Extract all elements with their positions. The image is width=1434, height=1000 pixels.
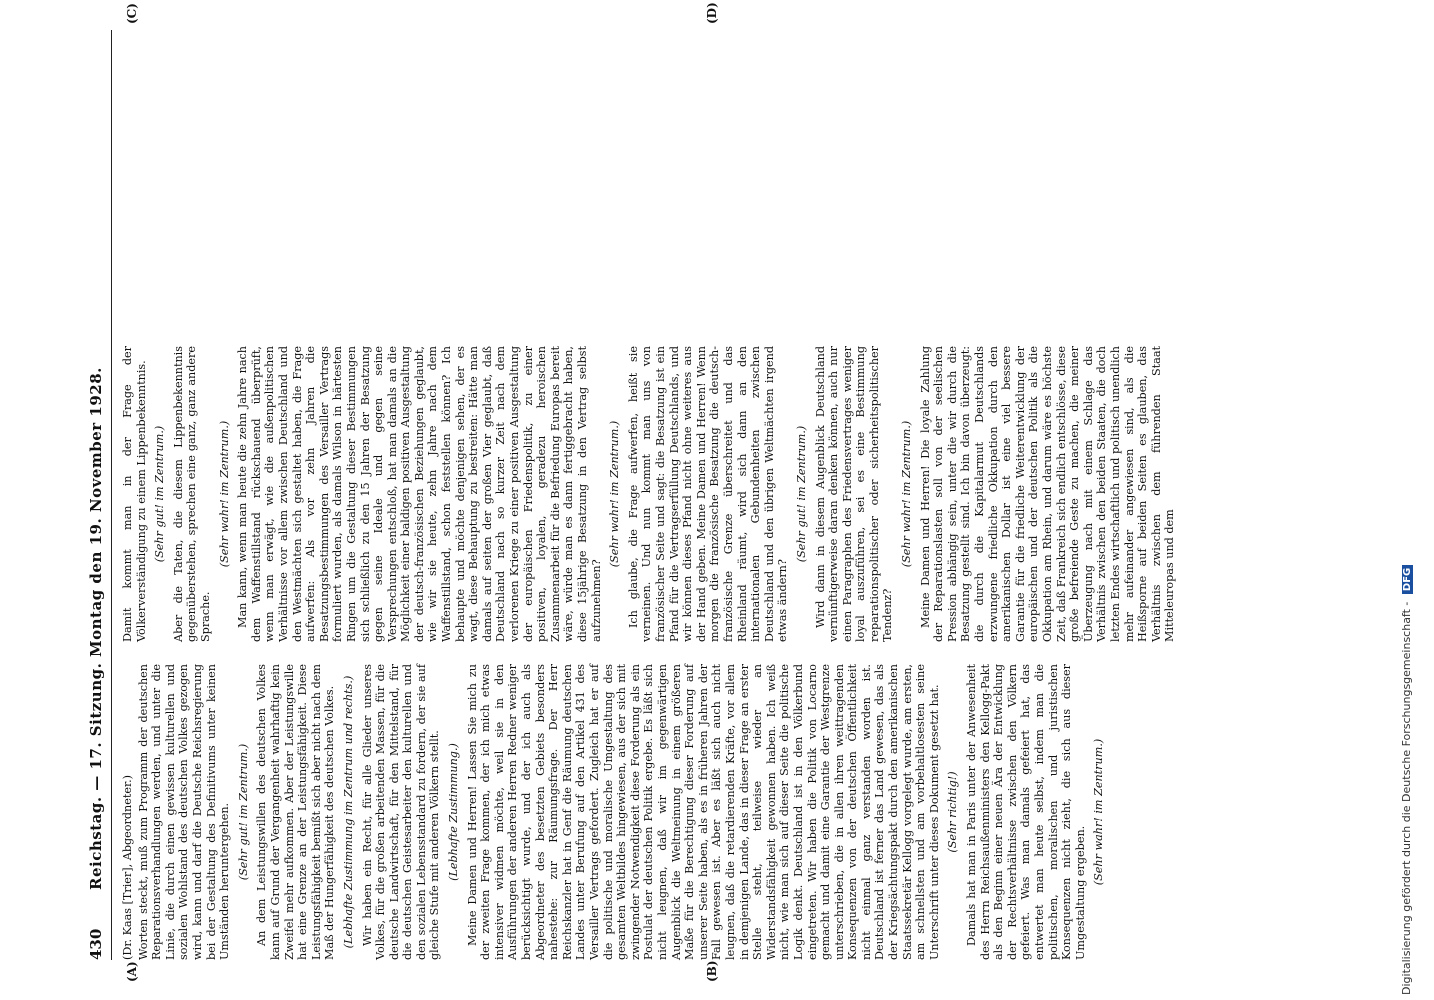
paragraph: Meine Damen und Herren! Die loyale Zahlung der Reparationslasten soll von der seelischen Pression abhängig sein, unter die wir durch die Besatzung gestellt sind. Ich bin davon überzeugt: die durch die Kapitalarmut Deutschlands erzwungene friedliche Okkupation durch den amerikanischen Dollar ist eine viel bessere Garantie für die friedliche Weiterentwicklung der europäischen und der deutschen Politik als die Okkupation am Rhein, und darum wäre es höchste Zeit, daß Frankreich sich endlich entschlösse, diese große befreiende Geste zu machen, die meiner Überzeugung nach mit einem Schlage das Verhältnis zwischen den beiden Staaten, die doch letzten Endes wirtschaftlich und politisch unendlich mehr aufeinander angewiesen sind, als die Heißsporne auf beiden Seiten es glauben, das Verhältnis zwischen dem führenden Staat Mitteleuropas und dem [918,346,1177,642]
text-column-right [121,346,1179,642]
paragraph: Wird dann in diesem Augenblick Deutschland vernünftigerweise daran denken können, auch nur einen Paragraphen des Friedensvertrages weniger loyal auszuführen, sei es eine Bestimmung reparationspolitischer oder sicherheitspolitischer Tendenz? [813,346,895,642]
digitization-credit [1400,0,1420,995]
paragraph: An dem Leistungswillen des deutschen Volkes kann auf Grund der Vergangenheit wahrhaftig kein Zweifel mehr aufkommen. Aber der Leistungswille hat eine Grenze an der Leistungsfähigkeit. Diese Leistungsfähigkeit bemißt sich aber nicht nach dem Maß der Hungerfähigkeit des deutschen Volkes. [255,664,337,960]
running-title: Reichstag. — 17. Sitzung. Montag den 19. November 1928. [87,367,105,890]
rotated-page-content [85,2,1295,982]
margin-mark-c: (C) [125,3,139,24]
margin-mark-d: (D) [705,2,719,24]
paragraph: Meine Damen und Herren! Lassen Sie mich zu der zweiten Frage kommen, der ich mich etwas intensiver widmen möchte, weil sie in den Ausführungen der anderen Herren Redner weniger berücksichtigt wurde, und der ich auch als Abgeordneter des besetzten Gebiets besonders nahestehe: zur Räumungsfrage. Der Herr Reichskanzler hat in Genf die Räumung deutschen Landes unter Berufung auf den Artikel 431 des Versailler Vertrags gefordert. Zugleich hat er auf die politische und moralische Umgestaltung des gesamten Weltbildes hingewiesen, aus der sich mit zwingender Notwendigkeit diese Forderung als ein Postulat der deutschen Politik ergebe. Es läßt sich nicht leugnen, daß wir im gegenwärtigen Augenblick die Weltmeinung in einem größeren Maße für die Berechtigung dieser Forderung auf unserer Seite haben, als es in früheren Jahren der Fall gewesen ist. Aber es läßt sich auch nicht leugnen, daß die retardierenden Kräfte, vor allem in demjenigen Lande, das in dieser Frage an erster Stelle steht, teilweise wieder an Widerstandsfähigkeit gewonnen haben. Ich weiß nicht, wie man sich auf dieser Seite die politische Logik denkt. Deutschland ist in den Völkerbund eingetreten. Wir haben die Politik von Locarno gemacht und damit eine Garantie der Westgrenze unterschrieben, die in allen ihren weittragenden Konsequenzen von der deutschen Öffentlichkeit nicht einmal ganz verstanden worden ist. Deutschland ist ferner das Land gewesen, das als der Kriegsächtungspakt durch den amerikanischen Staatssekretär Kellogg vorgelegt wurde, am ersten, am schnellsten und am vorbehaltlosesten seine Unterschrift unter dieses Dokument gesetzt hat. [465,664,941,960]
paragraph: Man kann, wenn man heute die zehn Jahre nach dem Waffenstillstand rückschauend überprüft, wenn man erwägt, wie die außenpolitischen Verhältnisse vor allem zwischen Deutschland und den Westmächten sich gestaltet haben, die Frage aufwerfen: Als vor zehn Jahren die Besatzungsbestimmungen des Versailler Vertrags formuliert wurden, als damals Wilson in härtesten Ringen um die Gestaltung dieser Bestimmungen sich schließlich zu den 15 Jahren der Besatzung gegen seine Ideale und gegen seine Versprechungen entschloß, hat man damals an die Möglichkeit einer baldigen positiven Ausgestaltung der deutsch-französischen Beziehungen geglaubt, wie wir sie heute, zehn Jahre nach dem Waffenstillstand, schon feststellen können? Ich behaupte und möchte denjenigen sehen, der es wagt, diese Behauptung zu bestreiten: Hätte man damals auf seiten der großen Vier geglaubt, daß Deutschland nach so kurzer Zeit nach dem verlorenen Kriege zu einer positiven Ausgestaltung der europäischen Friedenspolitik, zu einer positiven, loyalen, geradezu heroischen Zusammenarbeit für die Befriedung Europas bereit wäre, würde man es dann fertiggebracht haben, diese 15jährige Besatzung in den Vertrag selbst aufzunehmen? [236,346,603,642]
page-number: 430 [87,928,105,960]
paragraph: Ich glaube, die Frage aufwerfen, heißt sie verneinen. Und nun kommt man uns von französischer Seite und sagt: die Besatzung ist ein Pfand für die Vertragserfüllung Deutschlands, und wir können dieses Pfand nicht ohne weiteres aus der Hand geben. Meine Damen und Herren! Wenn morgen die französische Besatzung die deutsch-französische Grenze überschreitet und das Rheinland räumt, wird sich dann an den internationalen Gebundenheiten zwischen Deutschland und den übrigen Weltmächten irgend etwas ändern? [626,346,790,642]
interjection: (Sehr gut! im Zentrum.) [794,425,808,563]
interjection: (Lebhafte Zustimmung im Zentrum und rechts.) [341,675,355,949]
paragraph: Aber die Taten, die diesem Lippenbekenntnis gegenüberstehen, sprechen eine ganz, ganz andere Sprache. [171,346,212,642]
text-column-left [121,664,1111,960]
paragraph: Damals hat man in Paris unter der Anwesenheit des Herrn Reichsaußenministers den Kellogg-Pakt als den Beginn einer neuen Ära der Entwicklung der Rechtsverhältnisse zwischen den Völkern gefeiert. Was man damals gefeiert hat, das entwertet man heute selbst, indem man die politischen, moralischen und juristischen Konsequenzen nicht zieht, die sich aus dieser Umgestaltung ergeben. [965,664,1087,960]
speaker-line: (Dr. Kaas [Trier], Abgeordneter.) [121,774,134,960]
interjection: (Sehr richtig!) [946,771,960,853]
credit-text: Digitalisierung gefördert durch die Deutsche Forschungsgemeinschaft - [1400,601,1413,995]
paragraph: Wir haben ein Recht, für alle Glieder unseres Volkes, für die großen arbeitenden Massen, für die deutsche Landwirtschaft, für den Mittelstand, für die deutschen Geistesarbeiter den kulturellen und den sozialen Lebensstandard zu fordern, der sie auf gleiche Stufe mit anderen Völkern stellt. [360,664,442,960]
interjection: (Sehr gut! im Zentrum.) [153,425,167,563]
interjection: (Sehr wahr! im Zentrum.) [217,420,231,568]
interjection: (Sehr wahr! im Zentrum.) [1092,738,1106,886]
margin-mark-b: (B) [705,960,719,982]
interjection: (Sehr wahr! im Zentrum.) [900,420,914,568]
interjection: (Sehr gut! im Zentrum.) [236,743,250,881]
margin-mark-a: (A) [125,961,139,982]
interjection: (Lebhafte Zustimmung.) [447,743,461,881]
interjection: (Sehr wahr! im Zentrum.) [608,420,622,568]
dfg-logo: DFG [1402,565,1413,594]
paragraph: Damit kommt man in der Frage der Völkerverständigung zu einem Lippenbekenntnis. [121,346,148,642]
paragraph: Worten steckt, muß zum Programm der deutschen Reparationsverhandlungen werden, und unter die Linie, die durch einen gewissen kulturellen und sozialen Wohlstand des deutschen Volkes gezogen wird, kann und darf die Deutsche Reichsregierung bei der Gestaltung des Definitivums unter keinen Umständen heruntergehen. [136,664,232,960]
page-header [85,30,112,960]
